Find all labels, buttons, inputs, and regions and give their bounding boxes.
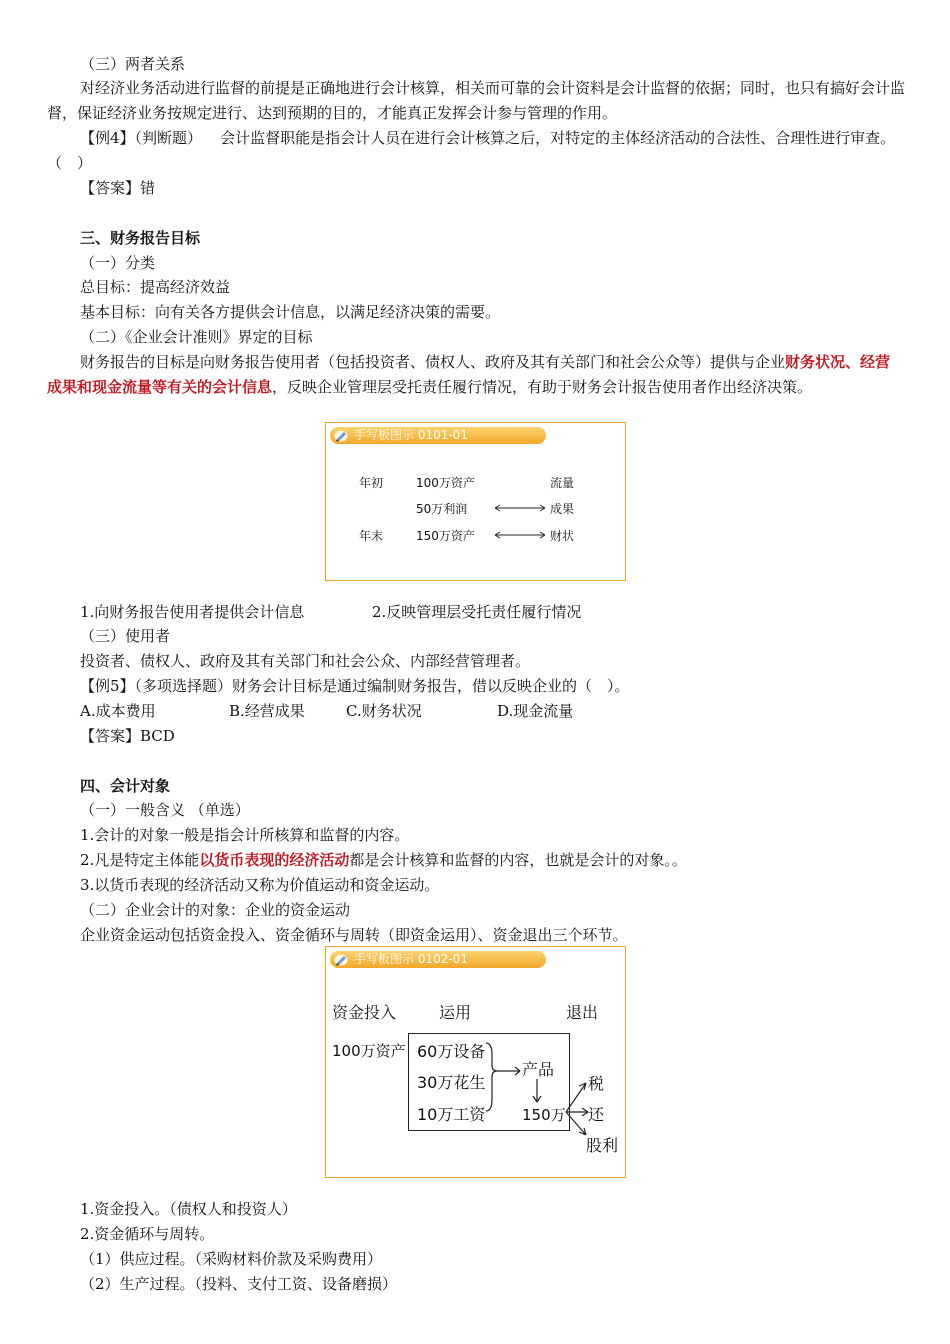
down-arrow-icon <box>531 1078 543 1104</box>
start-assets: 100万资产 <box>416 476 475 490</box>
option-d: D.现金流量 <box>497 702 574 720</box>
pencil-icon <box>334 953 348 966</box>
object-line-2b: 都是会计核算和监督的内容，也就是会计的对象。。 <box>349 851 687 869</box>
repay: 还 <box>588 1105 605 1124</box>
bullet-production: （2）生产过程。（投料、支付工资、设备磨损） <box>80 1275 398 1293</box>
bullet-capital-input: 1.资金投入。（债权人和投资人） <box>80 1200 297 1218</box>
object-line-1: 1.会计的对象一般是指会计所核算和监督的内容。 <box>80 826 410 844</box>
object-line-4: 企业资金运动包括资金投入、资金循环与周转（即资金运用）、资金退出三个环节。 <box>80 926 628 944</box>
board-label-text: 手写板图示 0102-01 <box>354 952 468 966</box>
example-4-type: （判断题） <box>134 129 203 147</box>
end-assets: 150万资产 <box>416 529 475 543</box>
subheading-users: （三）使用者 <box>80 627 171 645</box>
example-4-label: 【例4】 <box>80 129 135 147</box>
example-4-text: 会计监督职能是指会计人员在进行会计核算之后，对特定的主体经济活动的合法性、合理性进行审查。（ ） <box>47 129 896 172</box>
brace-arrow-icon <box>484 1039 524 1119</box>
row-year-end: 年末 <box>359 529 384 543</box>
option-a: A.成本费用 <box>80 702 156 720</box>
equipment: 60万设备 <box>417 1042 486 1061</box>
goal-item-1: 1.向财务报告使用者提供会计信息 <box>80 603 305 621</box>
example-5-question: 【例5】（多项选择题）财务会计目标是通过编制财务报告，借以反映企业的（ ）。 <box>80 677 630 695</box>
handwriting-board-0102 <box>325 946 626 1178</box>
dividend: 股利 <box>586 1136 619 1155</box>
object-line-2a: 2.凡是特定主体能 <box>80 851 200 869</box>
row-year-start: 年初 <box>359 476 384 490</box>
goal-item-2: 2.反映管理层受托责任履行情况 <box>372 603 582 621</box>
label-result: 成果 <box>550 502 575 516</box>
total-goal: 总目标：提高经济效益 <box>80 278 231 296</box>
option-c: C.财务状况 <box>346 702 422 720</box>
option-b: B.经营成果 <box>229 702 305 720</box>
header-capital-input: 资金投入 <box>332 1003 397 1022</box>
heading-accounting-object: 四、会计对象 <box>80 777 171 795</box>
label-financial-status: 财状 <box>550 529 575 543</box>
subheading-enterprise-object: （二）企业会计的对象：企业的资金运动 <box>80 901 351 919</box>
board-label-text: 手写板图示 0101-01 <box>354 428 468 442</box>
handwriting-board-0101 <box>325 422 626 581</box>
header-exit: 退出 <box>566 1003 599 1022</box>
tax: 税 <box>588 1074 605 1093</box>
fan-arrows-icon <box>564 1077 590 1137</box>
subheading-general-meaning: （一）一般含义 （单选） <box>80 801 250 819</box>
wages: 10万工资 <box>417 1105 486 1124</box>
financial-report-goal-paragraph <box>47 350 905 400</box>
peanuts: 30万花生 <box>417 1073 486 1092</box>
subheading-standard-goal: （二）《企业会计准则》界定的目标 <box>80 328 313 346</box>
goal-text-a: 财务报告的目标是向财务报告使用者（包括投资者、债权人、政府及其有关部门和社会公众等）提供与企业 <box>80 353 786 371</box>
profit: 50万利润 <box>416 502 468 516</box>
users-text: 投资者、债权人、政府及其有关部门和社会公众、内部经营管理者。 <box>80 652 531 670</box>
double-arrow-icon <box>494 503 546 513</box>
object-line-2 <box>80 850 687 870</box>
pencil-icon <box>334 429 348 442</box>
subheading-classification: （一）分类 <box>80 254 156 272</box>
label-flow: 流量 <box>550 476 575 490</box>
section-title-relationship: （三）两者关系 <box>80 55 186 73</box>
double-arrow-icon <box>494 530 546 540</box>
revenue: 150万 <box>522 1106 566 1124</box>
object-line-3: 3.以货币表现的经济活动又称为价值运动和资金运动。 <box>80 876 440 894</box>
goal-text-b: ，反映企业管理层受托责任履行情况，有助于财务会计报告使用者作出经济决策。 <box>272 378 813 396</box>
example-4 <box>47 126 905 176</box>
initial-assets: 100万资产 <box>332 1042 406 1060</box>
bullet-circulation: 2.资金循环与周转。 <box>80 1225 215 1243</box>
header-usage: 运用 <box>439 1003 472 1022</box>
heading-financial-report-goal: 三、财务报告目标 <box>80 229 201 247</box>
object-line-2-highlight: 以货币表现的经济活动 <box>199 851 350 869</box>
bullet-supply: （1）供应过程。（采购材料价款及采购费用） <box>80 1250 383 1268</box>
example-5-answer: 【答案】BCD <box>80 727 175 745</box>
board-label-pill <box>330 427 546 444</box>
basic-goal: 基本目标：向有关各方提供会计信息，以满足经济决策的需要。 <box>80 303 501 321</box>
example-4-answer: 【答案】错 <box>80 179 156 197</box>
relationship-paragraph: 对经济业务活动进行监督的前提是正确地进行会计核算，相关而可靠的会计资料是会计监督的依据；同时，也只有搞好会计监督，保证经济业务按规定进行、达到预期的目的，才能真正发挥会计参与管理的作用。 <box>47 79 906 122</box>
board-label-pill <box>330 951 546 968</box>
product: 产品 <box>522 1060 555 1079</box>
goal-text-highlight: 财务状况、经营成果和现金流量等有关的会计信息 <box>47 353 891 396</box>
